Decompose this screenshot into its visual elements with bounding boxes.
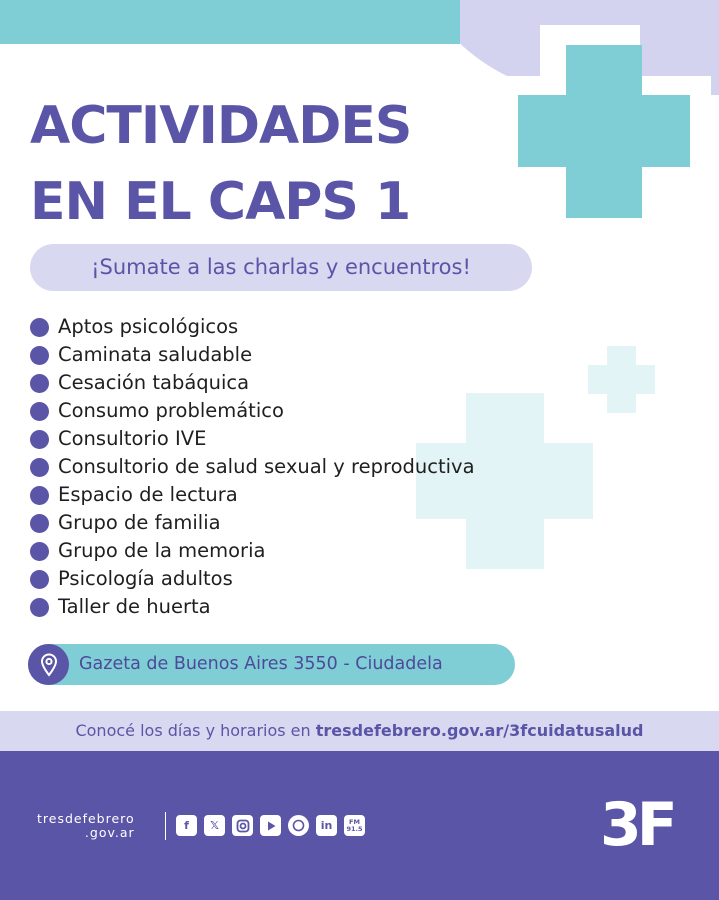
bullet-dot-icon bbox=[30, 430, 49, 449]
list-item bbox=[30, 593, 475, 621]
activity-label: Caminata saludable bbox=[58, 343, 253, 366]
activity-label: Consultorio de salud sexual y reproductiva bbox=[58, 455, 475, 478]
list-item bbox=[30, 509, 475, 537]
activity-label: Grupo de la memoria bbox=[58, 539, 266, 562]
footer-divider bbox=[165, 812, 166, 840]
linkedin-icon[interactable]: in bbox=[316, 815, 337, 836]
page-title-line-1: ACTIVIDADES bbox=[30, 96, 412, 156]
instagram-icon[interactable] bbox=[232, 815, 253, 836]
fm-frequency: 91.5 bbox=[346, 824, 363, 833]
bullet-dot-icon bbox=[30, 542, 49, 561]
activity-label: Taller de huerta bbox=[58, 595, 211, 618]
bullet-dot-icon bbox=[30, 514, 49, 533]
page-title bbox=[30, 88, 411, 240]
bullet-dot-icon bbox=[30, 318, 49, 337]
brand-line-2: .gov.ar bbox=[84, 825, 135, 840]
location-pin-icon bbox=[28, 644, 69, 685]
brand-line-1: tresdefebrero bbox=[37, 811, 135, 826]
activity-label: Psicología adultos bbox=[58, 567, 233, 590]
whatsapp-icon[interactable] bbox=[288, 815, 309, 836]
radio-fm-icon[interactable] bbox=[344, 815, 365, 836]
list-item bbox=[30, 481, 475, 509]
address-text: Gazeta de Buenos Aires 3550 - Ciudadela bbox=[79, 654, 443, 674]
activity-label: Grupo de familia bbox=[58, 511, 221, 534]
list-item bbox=[30, 453, 475, 481]
activity-label: Aptos psicológicos bbox=[58, 315, 239, 338]
activity-label: Consumo problemático bbox=[58, 399, 284, 422]
fm-label: FM bbox=[349, 817, 360, 826]
activity-label: Espacio de lectura bbox=[58, 483, 238, 506]
bullet-dot-icon bbox=[30, 570, 49, 589]
bullet-dot-icon bbox=[30, 486, 49, 505]
x-icon[interactable]: 𝕏 bbox=[204, 815, 225, 836]
list-item bbox=[30, 537, 475, 565]
bullet-dot-icon bbox=[30, 402, 49, 421]
page-title-line-2: EN EL CAPS 1 bbox=[30, 172, 411, 232]
subtitle-pill: ¡Sumate a las charlas y encuentros! bbox=[30, 244, 532, 291]
brand-logo[interactable] bbox=[37, 812, 135, 840]
activity-label: Cesación tabáquica bbox=[58, 371, 250, 394]
youtube-icon[interactable] bbox=[260, 815, 281, 836]
info-link[interactable]: tresdefebrero.gov.ar/3fcuidatusalud bbox=[315, 721, 644, 740]
bullet-dot-icon bbox=[30, 458, 49, 477]
social-links bbox=[176, 815, 365, 836]
info-text: Conocé los días y horarios en bbox=[75, 721, 316, 740]
decorative-teal-band bbox=[0, 0, 460, 44]
3f-logo: 3F bbox=[600, 790, 673, 860]
list-item bbox=[30, 425, 475, 453]
list-item bbox=[30, 369, 475, 397]
activities-list bbox=[30, 313, 475, 621]
facebook-icon[interactable]: f bbox=[176, 815, 197, 836]
bullet-dot-icon bbox=[30, 346, 49, 365]
list-item bbox=[30, 565, 475, 593]
list-item bbox=[30, 341, 475, 369]
list-item bbox=[30, 397, 475, 425]
bullet-dot-icon bbox=[30, 374, 49, 393]
list-item bbox=[30, 313, 475, 341]
activity-label: Consultorio IVE bbox=[58, 427, 207, 450]
bullet-dot-icon bbox=[30, 598, 49, 617]
info-band bbox=[0, 711, 719, 751]
